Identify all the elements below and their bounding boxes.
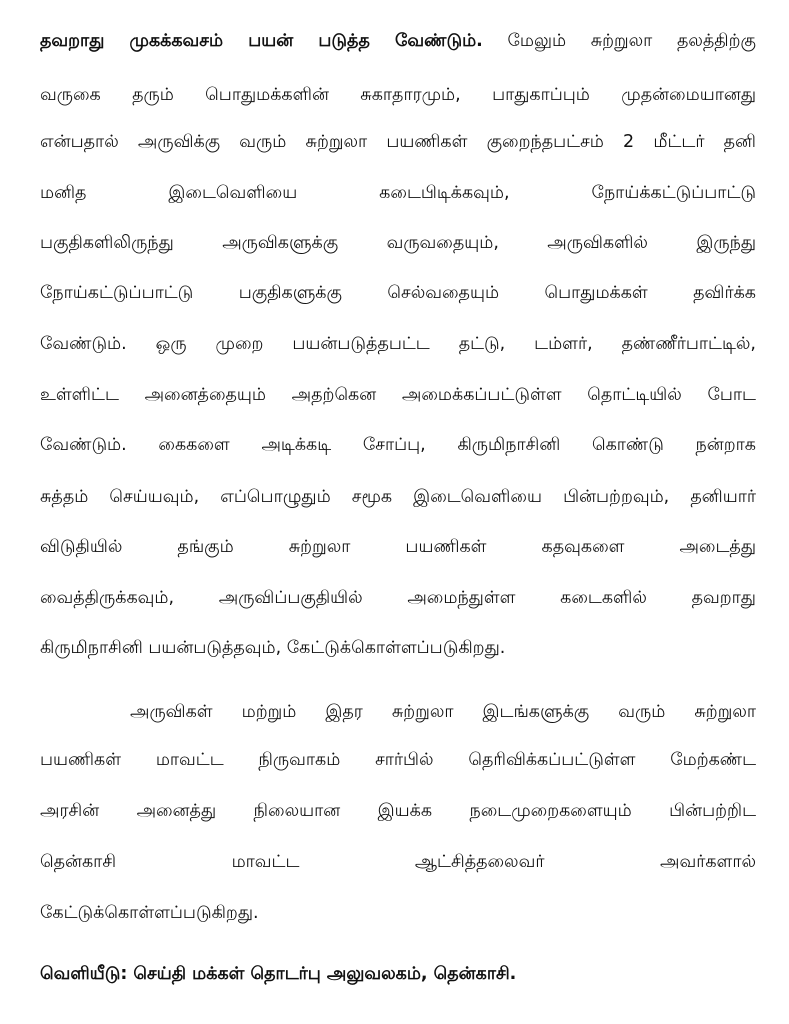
paragraph-1-line-8: உள்ளிட்ட அனைத்தையும் அதற்கென அமைக்கப்பட்டுள்ள தொட்டியில் போட [40, 385, 756, 405]
paragraph-2-line-2: பயணிகள் மாவட்ட நிருவாகம் சார்பில் தெரிவிக்கப்பட்டுள்ள மேற்கண்ட [40, 750, 756, 770]
paragraph-2-line-5: கேட்டுக்கொள்ளப்படுகிறது. [40, 903, 259, 923]
paragraph-1-line-13: கிருமிநாசினி பயன்படுத்தவும், கேட்டுக்கொள்ளப்படுகிறது. [40, 638, 506, 658]
paragraph-1-line-1-rest: மேலும் சுற்றுலா தலத்திற்கு [482, 31, 756, 51]
paragraph-1-line-9: வேண்டும். கைகளை அடிக்கடி சோப்பு, கிருமிநாசினி கொண்டு நன்றாக [40, 435, 756, 455]
paragraph-1-line-5: பகுதிகளிலிருந்து அருவிகளுக்கு வருவதையும், அருவிகளில் இருந்து [40, 233, 756, 253]
paragraph-1-line-11: விடுதியில் தங்கும் சுற்றுலா பயணிகள் கதவுகளை அடைத்து [40, 537, 756, 557]
paragraph-1-line-3: என்பதால் அருவிக்கு வரும் சுற்றுலா பயணிகள் குறைந்தபட்சம் 2 மீட்டர் தனி [40, 132, 756, 152]
paragraph-1-line-6: நோய்கட்டுப்பாட்டு பகுதிகளுக்கு செல்வதையும் பொதுமக்கள் தவிர்க்க [40, 283, 756, 303]
paragraph-1-bold-lead: தவறாது முகக்கவசம் பயன் படுத்த வேண்டும். [40, 31, 483, 51]
paragraph-1-line-7: வேண்டும். ஒரு முறை பயன்படுத்தபட்ட தட்டு, டம்ளர், தண்ணீர்பாட்டில், [40, 334, 756, 354]
paragraph-1-line-4: மனித இடைவெளியை கடைபிடிக்கவும், நோய்க்கட்டுப்பாட்டு [40, 183, 756, 203]
paragraph-2-line-1: அருவிகள் மற்றும் இதர சுற்றுலா இடங்களுக்கு வரும் சுற்றுலா [130, 702, 756, 722]
paragraph-1-line-1 [40, 26, 756, 56]
paragraph-2-line-3: அரசின் அனைத்து நிலையான இயக்க நடைமுறைகளையும் பின்பற்றிட [40, 801, 756, 821]
paragraph-1-line-10: சுத்தம் செய்யவும், எப்பொழுதும் சமூக இடைவெளியை பின்பற்றவும், தனியார் [40, 487, 756, 507]
paragraph-1-line-12: வைத்திருக்கவும், அருவிப்பகுதியில் அமைந்துள்ள கடைகளில் தவறாது [40, 588, 756, 608]
release-footer: வெளியீடு: செய்தி மக்கள் தொடர்பு அலுவலகம், தென்காசி. [40, 964, 517, 984]
paragraph-2-line-4: தென்காசி மாவட்ட ஆட்சித்தலைவர் அவர்களால் [40, 852, 756, 872]
paragraph-1-line-2: வருகை தரும் பொதுமக்களின் சுகாதாரமும், பாதுகாப்பும் முதன்மையானது [40, 85, 756, 105]
